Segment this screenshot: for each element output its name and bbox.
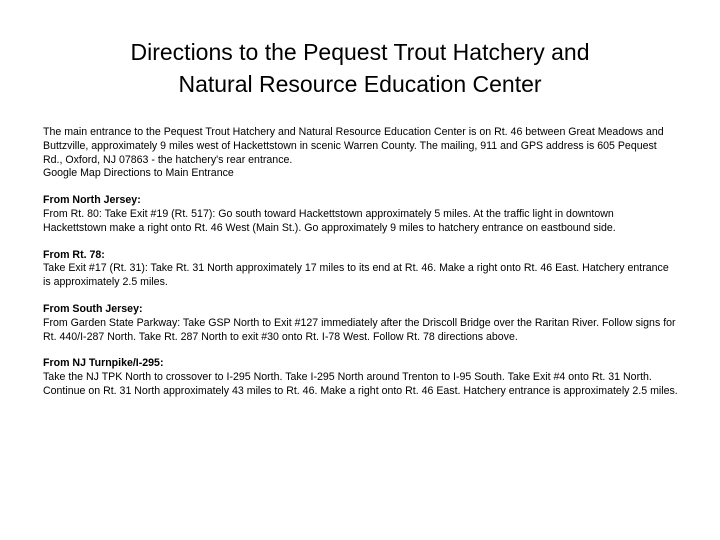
section-text: From Garden State Parkway: Take GSP North to Exit #127 immediately after the Driscoll Bridge over the Raritan River. Follow signs for Rt. 440/I-287 North. Take Rt. 287 North to exit #30 onto Rt. I-78 West. Follow Rt. 78 directions above. [43, 316, 676, 343]
directions-body [43, 126, 679, 399]
page-title [0, 36, 720, 100]
section-nj-turnpike [43, 357, 679, 398]
intro-paragraph: The main entrance to the Pequest Trout Hatchery and Natural Resource Education Center is on Rt. 46 between Great Meadows and Buttzville, approximately 9 miles west of Hackettstown in scenic Warren County. The mailing, 911 and GPS address is 605 Pequest Rd., Oxford, NJ 07863 - the hatchery's rear entrance. [43, 126, 664, 166]
title-line-1: Directions to the Pequest Trout Hatchery and [130, 39, 590, 65]
section-rt-78 [43, 249, 679, 290]
map-directions-link[interactable]: Google Map Directions to Main Entrance [43, 167, 234, 180]
section-text: From Rt. 80: Take Exit #19 (Rt. 517): Go south toward Hackettstown approximately 5 miles. At the traffic light in downtown Hackettstown make a right onto Rt. 46 West (Main St.). Go approximately 9 miles to hatchery entrance on eastbound side. [43, 207, 616, 234]
title-line-2: Natural Resource Education Center [178, 71, 542, 97]
section-text: Take the NJ TPK North to crossover to I-295 North. Take I-295 North around Trenton to I-95 South. Take Exit #4 onto Rt. 31 North. Continue on Rt. 31 North approximately 43 miles to Rt. 46. Make a right onto Rt. 46 East. Hatchery entrance is approximately 2.5 miles. [43, 371, 678, 397]
section-south-jersey [43, 303, 679, 344]
section-heading: From North Jersey: [43, 194, 141, 207]
section-heading: From Rt. 78: [43, 248, 105, 261]
section-heading: From NJ Turnpike/I-295: [43, 357, 164, 370]
section-heading: From South Jersey: [43, 302, 143, 315]
section-north-jersey [43, 194, 679, 235]
section-text: Take Exit #17 (Rt. 31): Take Rt. 31 North approximately 17 miles to its end at Rt. 46. Make a right onto Rt. 46 East. Hatchery entrance is approximately 2.5 miles. [43, 262, 669, 289]
